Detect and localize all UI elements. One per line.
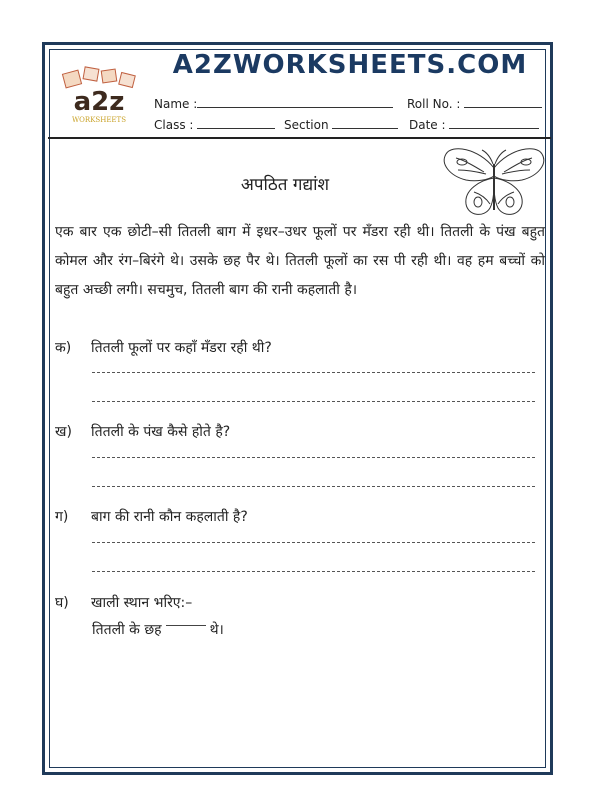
question-number: क) xyxy=(55,340,72,356)
date-label: Date : xyxy=(409,118,446,132)
name-label: Name : xyxy=(154,97,198,111)
answer-line[interactable] xyxy=(92,571,535,572)
fill-blank-after: थे। xyxy=(209,622,224,638)
answer-line[interactable] xyxy=(92,401,535,402)
question-number: घ) xyxy=(55,595,69,611)
name-field-row xyxy=(154,96,393,111)
roll-field-row xyxy=(407,96,542,111)
question-number: ग) xyxy=(55,509,69,525)
date-input-line[interactable] xyxy=(449,117,539,129)
date-field-row xyxy=(409,117,539,132)
question-text: बाग की रानी कौन कहलाती है? xyxy=(91,509,248,525)
question-text: तितली के पंख कैसे होते है? xyxy=(91,424,231,440)
svg-text:WORKSHEETS: WORKSHEETS xyxy=(71,116,127,124)
a2z-logo xyxy=(58,66,140,126)
passage-text: एक बार एक छोटी–सी तितली बाग में इधर–उधर फूलों पर मँडरा रही थी। तितली के पंख बहुत कोमल और रंग–बिरंगे थे। उसके छह पैर थे। तितली फूलों का रस पी रही थी। वह हम बच्चों को बहुत अच्छी लगी। सचमुच, तितली बाग की रानी कहलाती है। xyxy=(55,224,545,298)
answer-line[interactable] xyxy=(92,542,535,543)
question-ga xyxy=(55,507,248,526)
answer-line[interactable] xyxy=(92,457,535,458)
answer-line[interactable] xyxy=(92,372,535,373)
section-label: Section xyxy=(284,118,329,132)
svg-text:a2z: a2z xyxy=(73,87,125,117)
fill-blank-input[interactable] xyxy=(166,625,206,626)
fill-blank-before: तितली के छह xyxy=(92,622,162,638)
butterfly-icon xyxy=(438,146,550,221)
class-input-line[interactable] xyxy=(197,117,275,129)
roll-input-line[interactable] xyxy=(464,96,542,108)
question-text: खाली स्थान भरिए:– xyxy=(91,595,193,611)
question-text: तितली फूलों पर कहाँ मँडरा रही थी? xyxy=(91,340,272,356)
class-field-row xyxy=(154,117,275,132)
question-ka xyxy=(55,338,272,357)
roll-label: Roll No. : xyxy=(407,97,461,111)
section-input-line[interactable] xyxy=(332,117,398,129)
class-label: Class : xyxy=(154,118,194,132)
answer-line[interactable] xyxy=(92,486,535,487)
question-number: ख) xyxy=(55,424,72,440)
worksheet-title: अपठित गद्यांश xyxy=(240,175,330,195)
section-field-row xyxy=(284,117,398,132)
question-kha xyxy=(55,422,230,441)
site-title: A2ZWORKSHEETS.COM xyxy=(172,50,528,80)
header-divider xyxy=(48,137,551,139)
fill-blank-sentence xyxy=(92,620,224,639)
name-input-line[interactable] xyxy=(197,96,393,108)
question-gha xyxy=(55,593,192,612)
